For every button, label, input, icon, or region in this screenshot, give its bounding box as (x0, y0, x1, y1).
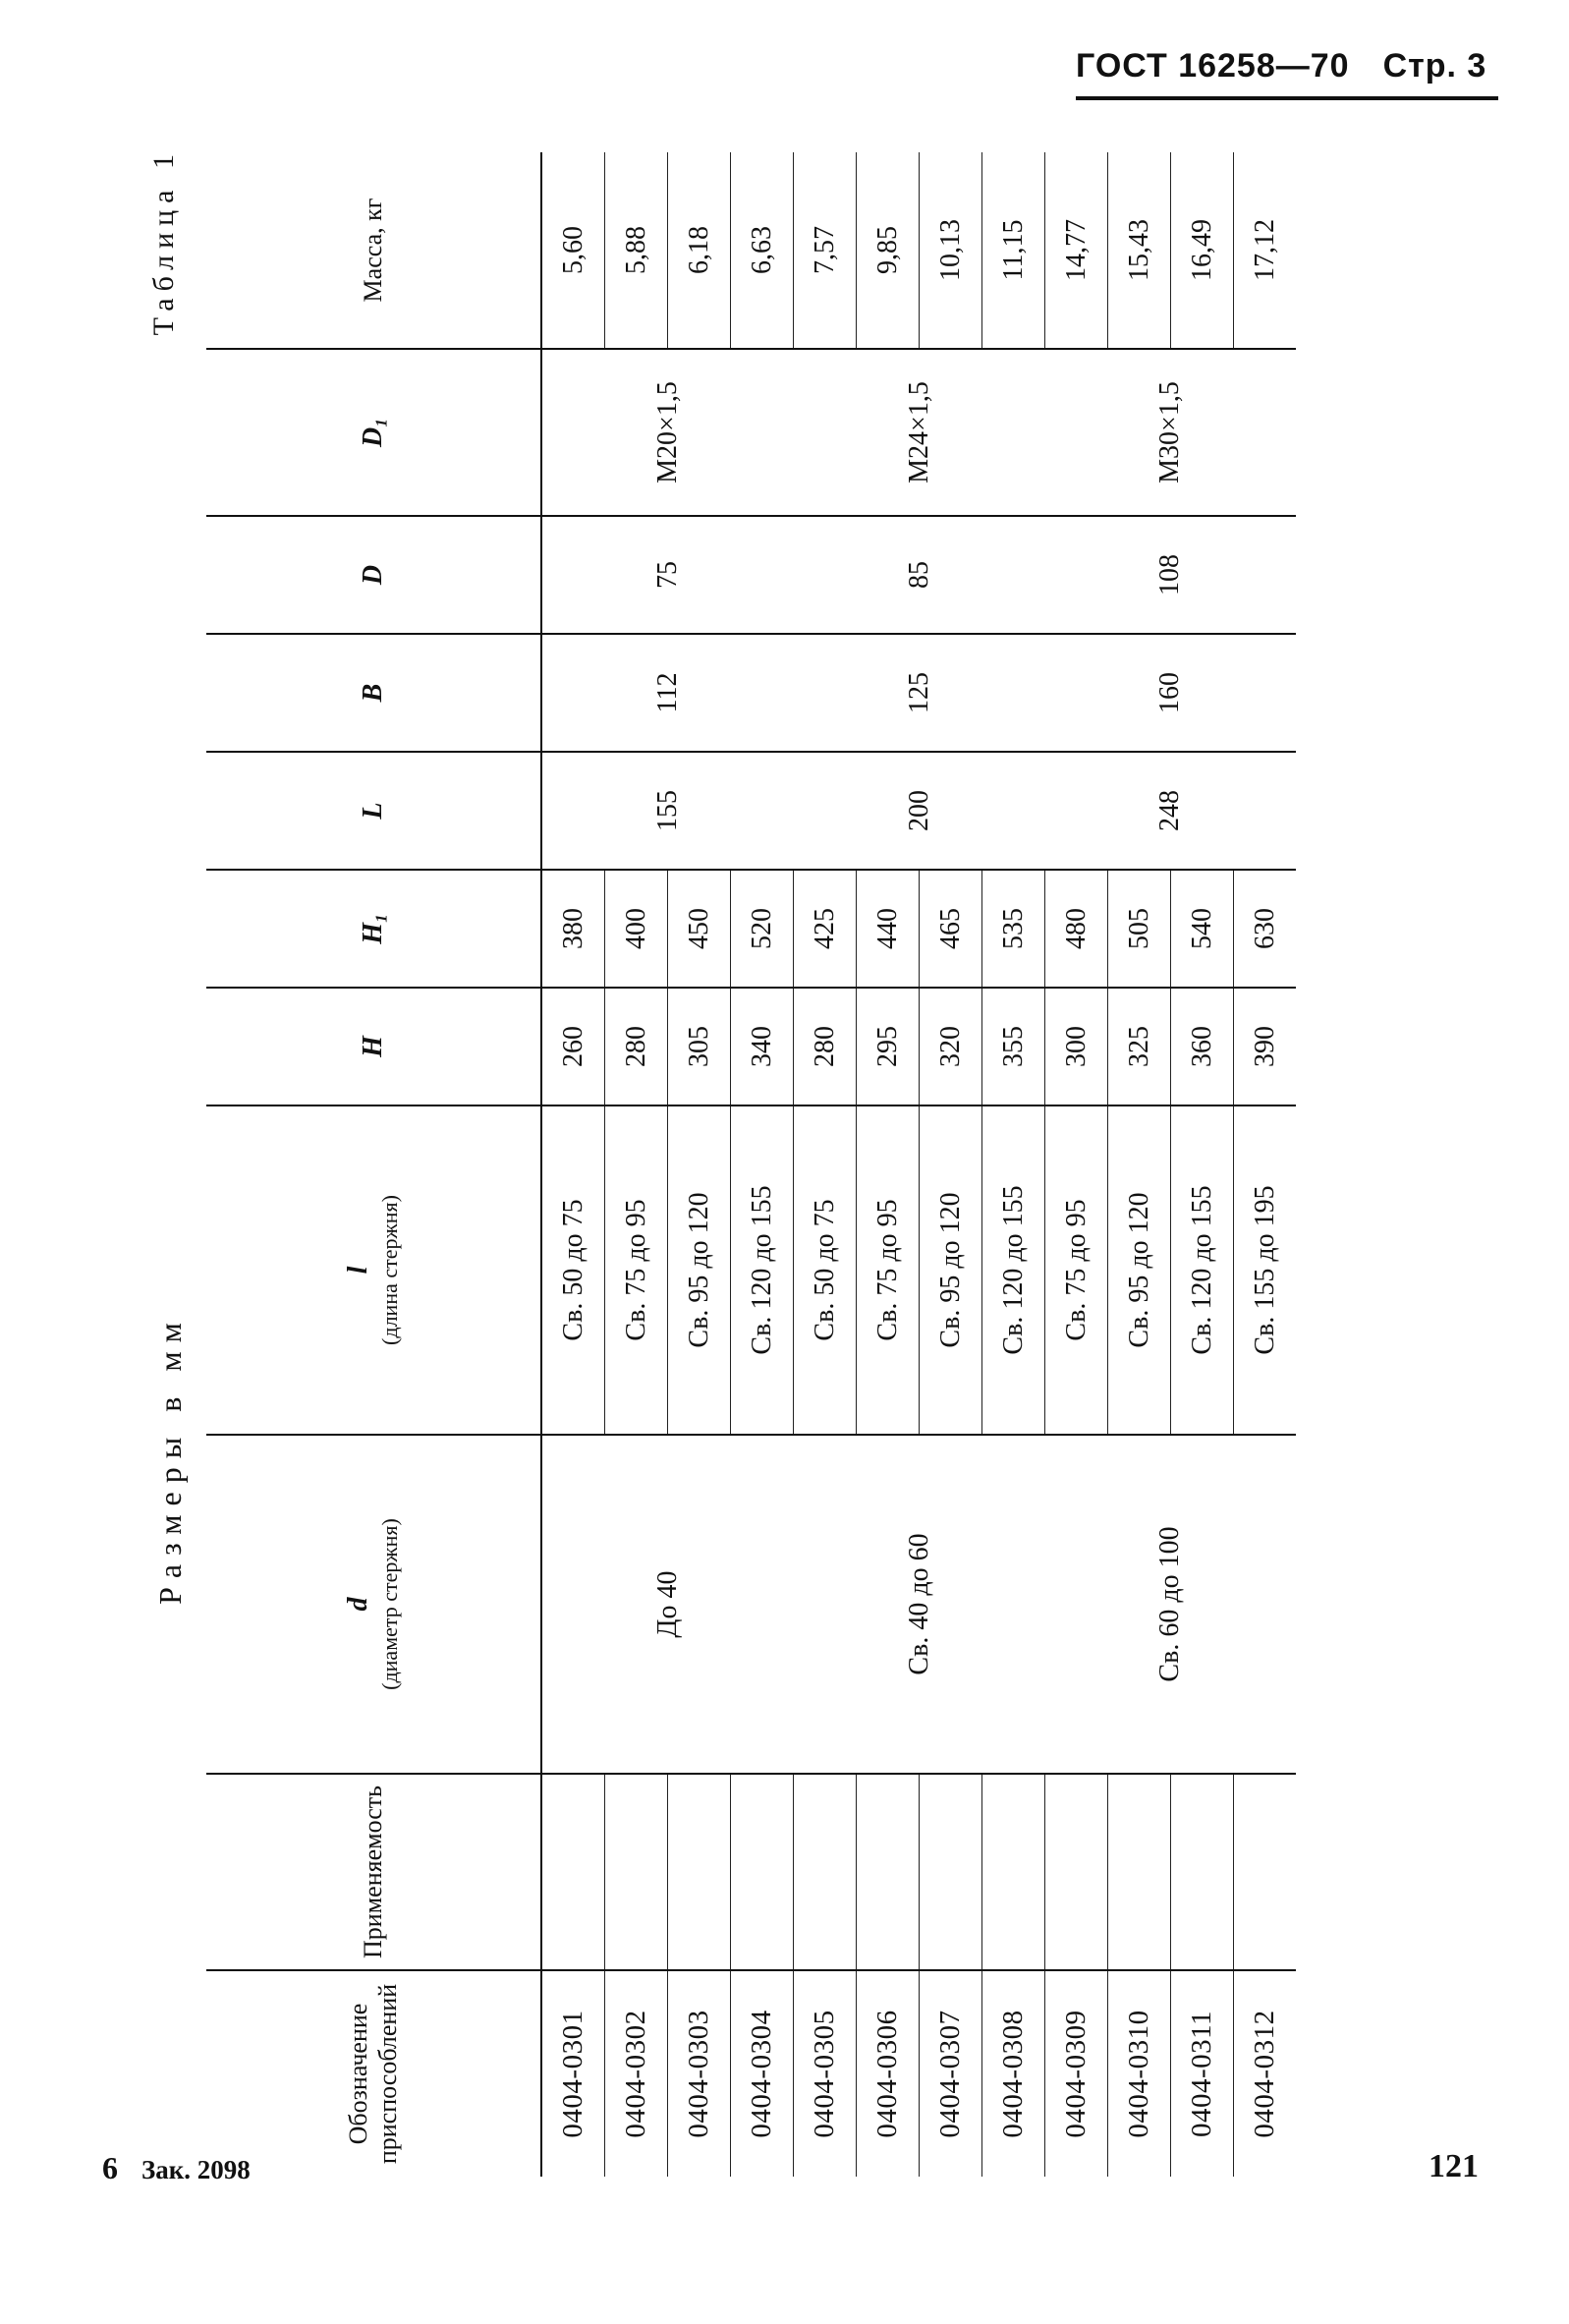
h1-cell: 535 (982, 870, 1045, 988)
applicability-cell (794, 1774, 857, 1970)
dimensions-caption: Размеры в мм (152, 1314, 188, 1605)
mass-cell: 17,12 (1249, 219, 1280, 281)
rotated-table-block (147, 147, 1518, 2177)
h1-cell: 450 (668, 870, 731, 988)
h-cell: 320 (920, 988, 982, 1105)
designation-cell: 0404-0305 (794, 1970, 857, 2177)
header-h: H (206, 988, 541, 1105)
applicability-cell (920, 1774, 982, 1970)
mass-cell: 16,49 (1171, 152, 1234, 349)
header-applicability: Применяемость (206, 1774, 541, 1970)
h-cell: 325 (1108, 988, 1171, 1105)
mass-cell: 15,43 (1108, 152, 1171, 349)
designation-cell: 0404-0304 (731, 1970, 794, 2177)
header-l-length: L (206, 752, 541, 870)
mass-cell: 7,57 (794, 152, 857, 349)
applicability-cell (731, 1774, 794, 1970)
sheet-number: 6 (102, 2150, 118, 2185)
d-range-cell: До 40 (541, 1435, 794, 1774)
page-label: Стр. 3 (1382, 47, 1487, 85)
h-cell: 355 (982, 988, 1045, 1105)
l-length-cell: 200 (794, 752, 1045, 870)
mass-cell: 5,88 (605, 152, 668, 349)
designation-cell: 0404-0310 (1108, 1970, 1171, 2177)
mass-cell: 14,77 (1045, 152, 1108, 349)
header-d: d (диаметр стержня) (206, 1435, 541, 1774)
h1-cell: 505 (1108, 870, 1171, 988)
d1-cell: M24×1,5 (794, 349, 1045, 516)
designation-cell: 0404-0311 (1171, 1970, 1234, 2177)
mass-cell: 9,85 (857, 152, 920, 349)
mass-cell: 5,60 (541, 152, 605, 349)
applicability-cell (982, 1774, 1045, 1970)
h1-cell: 380 (541, 870, 605, 988)
mass-cell: 6,18 (668, 152, 731, 349)
table-header-row (206, 152, 541, 2177)
applicability-cell (857, 1774, 920, 1970)
applicability-cell (605, 1774, 668, 1970)
l-range-cell: Св. 75 до 95 (605, 1105, 668, 1435)
designation-cell: 0404-0308 (982, 1970, 1045, 2177)
l-range-cell: Св. 50 до 75 (794, 1105, 857, 1435)
h-cell: 390 (1234, 988, 1297, 1105)
h1-cell: 400 (605, 870, 668, 988)
d-diameter-cell: 108 (1045, 516, 1297, 634)
applicability-cell (1234, 1774, 1297, 1970)
l-range-cell: Св. 95 до 120 (668, 1105, 731, 1435)
applicability-cell (1171, 1774, 1234, 1970)
header-text (1076, 47, 1508, 85)
d-diameter-cell: 75 (541, 516, 794, 634)
h-cell: 360 (1171, 988, 1234, 1105)
l-range-cell: Св. 155 до 195 (1234, 1105, 1297, 1435)
table-row (541, 152, 605, 2177)
page-header (1076, 47, 1508, 106)
d1-cell: M30×1,5 (1045, 349, 1297, 516)
b-cell: 125 (794, 634, 1045, 752)
d-diameter-cell: 85 (794, 516, 1045, 634)
header-l: l (длина стержня) (206, 1105, 541, 1435)
h1-cell: 425 (794, 870, 857, 988)
h-cell: 260 (541, 988, 605, 1105)
b-cell: 160 (1045, 634, 1297, 752)
l-range-cell: Св. 120 до 155 (982, 1105, 1045, 1435)
applicability-cell (541, 1774, 605, 1970)
header-d-diameter: D (206, 516, 541, 634)
page-footer-left (102, 2150, 251, 2186)
d-range-cell: Св. 40 до 60 (794, 1435, 1045, 1774)
designation-cell: 0404-0307 (920, 1970, 982, 2177)
table-row (794, 152, 857, 2177)
d1-cell: M20×1,5 (541, 349, 794, 516)
designation-cell: 0404-0306 (857, 1970, 920, 2177)
header-d1: D₁ (206, 349, 541, 516)
designation-cell: 0404-0302 (605, 1970, 668, 2177)
applicability-cell (1108, 1774, 1171, 1970)
h-cell: 305 (668, 988, 731, 1105)
b-cell: 112 (541, 634, 794, 752)
designation-cell: 0404-0312 (1234, 1970, 1297, 2177)
header-mass: Масса, кг (206, 152, 541, 349)
h1-cell: 520 (731, 870, 794, 988)
designation-cell: 0404-0301 (541, 1970, 605, 2177)
table-caption: Таблица 1 (147, 147, 180, 336)
designation-cell: 0404-0309 (1045, 1970, 1108, 2177)
h1-cell: 480 (1045, 870, 1108, 988)
designation-cell: 0404-0303 (668, 1970, 731, 2177)
header-h1: H₁ (206, 870, 541, 988)
l-length-cell: 155 (541, 752, 794, 870)
l-range-cell: Св. 120 до 155 (1171, 1105, 1234, 1435)
header-designation: Обозначение приспособлений (206, 1970, 541, 2177)
applicability-cell (668, 1774, 731, 1970)
h1-cell: 630 (1234, 870, 1297, 988)
mass-cell: 11,15 (982, 152, 1045, 349)
header-rule (1076, 96, 1498, 100)
h-cell: 295 (857, 988, 920, 1105)
dimensions-table (206, 152, 1296, 2177)
mass-cell: 6,63 (731, 152, 794, 349)
h1-cell: 465 (920, 870, 982, 988)
l-range-cell: Св. 75 до 95 (1045, 1105, 1108, 1435)
order-number: Зак. 2098 (141, 2155, 251, 2184)
table-row (1045, 152, 1108, 2177)
header-b: B (206, 634, 541, 752)
l-range-cell: Св. 50 до 75 (541, 1105, 605, 1435)
h-cell: 280 (794, 988, 857, 1105)
d-range-cell: Св. 60 до 100 (1045, 1435, 1297, 1774)
h1-cell: 540 (1171, 870, 1234, 988)
mass-cell: 10,13 (920, 152, 982, 349)
l-range-cell: Св. 120 до 155 (731, 1105, 794, 1435)
applicability-cell (1045, 1774, 1108, 1970)
page-number: 121 (1429, 2148, 1479, 2184)
h-cell: 280 (605, 988, 668, 1105)
l-range-cell: Св. 95 до 120 (920, 1105, 982, 1435)
h1-cell: 440 (857, 870, 920, 988)
l-range-cell: Св. 75 до 95 (857, 1105, 920, 1435)
standard-number: ГОСТ 16258—70 (1076, 47, 1350, 85)
l-range-cell: Св. 95 до 120 (1108, 1105, 1171, 1435)
l-length-cell: 248 (1045, 752, 1297, 870)
h-cell: 300 (1045, 988, 1108, 1105)
h-cell: 340 (731, 988, 794, 1105)
